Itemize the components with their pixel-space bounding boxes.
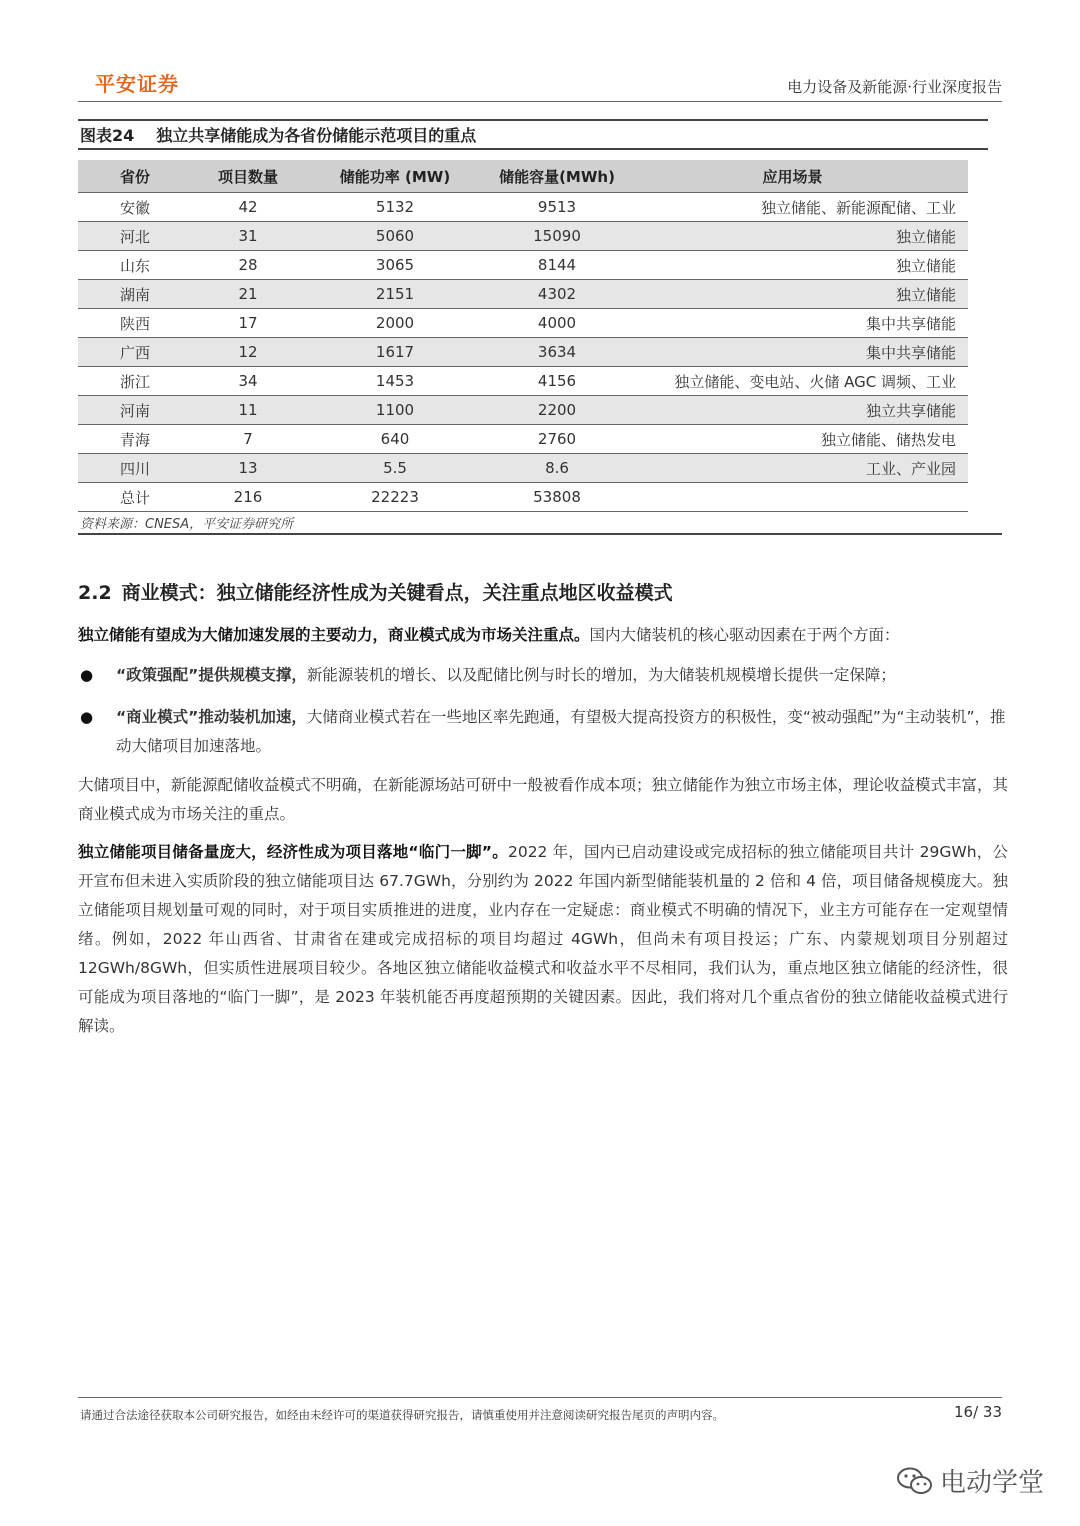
table-header-row (78, 160, 968, 193)
table-row (78, 454, 968, 483)
paragraph-1-text: 国内大储装机的核心驱动因素在于两个方面： (589, 626, 900, 644)
table-cell: 1100 (304, 396, 486, 425)
table-cell: 独立储能 (628, 280, 968, 309)
wechat-icon (896, 1466, 934, 1496)
column-header: 应用场景 (628, 160, 968, 193)
table-cell: 安徽 (78, 193, 192, 222)
column-header: 储能功率 (MW) (304, 160, 486, 193)
table-cell: 7 (192, 425, 304, 454)
header-divider (78, 101, 1002, 102)
table-cell: 河南 (78, 396, 192, 425)
table-cell: 11 (192, 396, 304, 425)
figure-number: 图表24 (80, 126, 135, 145)
figure-title-rule (78, 148, 988, 150)
table-cell: 3634 (486, 338, 628, 367)
table-cell: 22223 (304, 483, 486, 512)
table-row (78, 367, 968, 396)
table-cell: 四川 (78, 454, 192, 483)
bullet-dot-icon: ● (80, 708, 94, 726)
paragraph-2-text: 大储项目中，新能源配储收益模式不明确，在新能源场站可研中一般被看作成本项；独立储能作为独立市场主体，理论收益模式丰富，其商业模式成为市场关注的重点。 (78, 776, 1009, 823)
table-cell: 集中共享储能 (628, 309, 968, 338)
table-row (78, 309, 968, 338)
figure-caption: 独立共享储能成为各省份储能示范项目的重点 (156, 126, 477, 145)
table-cell: 12 (192, 338, 304, 367)
paragraph-3 (78, 838, 1008, 1041)
section-heading (78, 578, 673, 605)
table-cell: 2000 (304, 309, 486, 338)
table-cell: 河北 (78, 222, 192, 251)
paragraph-3-text: 2022 年，国内已启动建设或完成招标的独立储能项目共计 29GWh，公开宣布但未进入实质阶段的独立储能项目达 67.7GWh，分别约为 2022 年国内新型储能装机量的 2 倍和 4 倍，项目储备规模庞大。独立储能项目规划量可观的同时，对于项目实质推进的进度，业内存在一定疑虑：商业模式不明确的情况下，业主方可能存在一定观望情绪。例如，2022 年山西省、甘肃省在建或完成招标的项目均超过 4GWh，但尚未有项目投运；广东、内蒙规划项目分别超过 12GWh/8GWh，但实质性进展项目较少。各地区独立储能收益模式和收益水平不尽相同，我们认为，重点地区独立储能的经济性，很可能成为项目落地的“临门一脚”，是 2023 年装机能否再度超预期的关键因素。因此，我们将对几个重点省份的独立储能收益模式进行解读。 (78, 843, 1008, 1035)
report-category: 电力设备及新能源·行业深度报告 (787, 78, 1002, 96)
table-cell: 42 (192, 193, 304, 222)
table-cell: 28 (192, 251, 304, 280)
watermark (896, 1462, 1044, 1499)
brand-logo: 平安证券 (95, 72, 179, 96)
table-cell: 2151 (304, 280, 486, 309)
bullet-lead: “商业模式”推动装机加速， (116, 708, 307, 726)
paragraph-1-lead: 独立储能有望成为大储加速发展的主要动力，商业模式成为市场关注重点。 (78, 626, 590, 644)
paragraph-3-lead: 独立储能项目储备量庞大，经济性成为项目落地“临门一脚”。 (78, 843, 508, 861)
table-cell: 独立共享储能 (628, 396, 968, 425)
column-header: 项目数量 (192, 160, 304, 193)
bullet-item (78, 703, 1008, 761)
figure-source: 资料来源：CNESA，平安证券研究所 (80, 517, 294, 532)
figure-title (80, 123, 476, 146)
table-cell: 广西 (78, 338, 192, 367)
table-cell: 独立储能、储热发电 (628, 425, 968, 454)
table-cell: 8144 (486, 251, 628, 280)
table-cell: 15090 (486, 222, 628, 251)
figure-bottom-rule (78, 533, 1002, 535)
bullet-dot-icon: ● (80, 666, 94, 684)
table-cell: 5132 (304, 193, 486, 222)
table-row (78, 396, 968, 425)
table-cell: 独立储能、变电站、火储 AGC 调频、工业 (628, 367, 968, 396)
table-cell (628, 483, 968, 512)
table-cell: 独立储能 (628, 222, 968, 251)
table-cell: 2200 (486, 396, 628, 425)
table-cell: 总计 (78, 483, 192, 512)
table-cell: 216 (192, 483, 304, 512)
table-cell: 34 (192, 367, 304, 396)
table-cell: 4302 (486, 280, 628, 309)
table-row (78, 338, 968, 367)
table-cell: 独立储能、新能源配储、工业 (628, 193, 968, 222)
table-cell: 1453 (304, 367, 486, 396)
table-cell: 53808 (486, 483, 628, 512)
table-row (78, 483, 968, 512)
paragraph-2 (78, 771, 1008, 829)
table-cell: 3065 (304, 251, 486, 280)
table-cell: 2760 (486, 425, 628, 454)
bullet-lead: “政策强配”提供规模支撑， (116, 666, 307, 684)
table-cell: 31 (192, 222, 304, 251)
table-cell: 5060 (304, 222, 486, 251)
table-cell: 640 (304, 425, 486, 454)
figure-top-rule (78, 119, 988, 121)
table-cell: 集中共享储能 (628, 338, 968, 367)
table-row (78, 425, 968, 454)
table-row (78, 193, 968, 222)
paragraph-1 (78, 621, 1008, 650)
table-cell: 9513 (486, 193, 628, 222)
table-cell: 工业、产业园 (628, 454, 968, 483)
table-cell: 13 (192, 454, 304, 483)
bullet-text: 大储商业模式若在一些地区率先跑通，有望极大提高投资方的积极性，变“被动强配”为“主动装机”，推动大储项目加速落地。 (116, 708, 1006, 755)
table-cell: 独立储能 (628, 251, 968, 280)
table-row (78, 280, 968, 309)
watermark-text: 电动学堂 (939, 1468, 1044, 1498)
table-cell: 青海 (78, 425, 192, 454)
table-cell: 5.5 (304, 454, 486, 483)
bullet-text: 新能源装机的增长、以及配储比例与时长的增加，为大储装机规模增长提供一定保障； (306, 666, 896, 684)
section-number: 2.2 (78, 582, 112, 604)
table-cell: 湖南 (78, 280, 192, 309)
storage-projects-table (78, 160, 968, 512)
table-cell: 4156 (486, 367, 628, 396)
table-cell: 陕西 (78, 309, 192, 338)
column-header: 储能容量(MWh) (486, 160, 628, 193)
footer-disclaimer: 请通过合法途径获取本公司研究报告，如经由未经许可的渠道获得研究报告，请慎重使用并注意阅读研究报告尾页的声明内容。 (80, 1408, 724, 1422)
section-title: 商业模式：独立储能经济性成为关键看点，关注重点地区收益模式 (121, 582, 673, 604)
table-cell: 17 (192, 309, 304, 338)
footer-divider (78, 1397, 1002, 1398)
table-cell: 4000 (486, 309, 628, 338)
column-header: 省份 (78, 160, 192, 193)
table-row (78, 251, 968, 280)
table-row (78, 222, 968, 251)
page-number: 16/ 33 (954, 1403, 1002, 1421)
table-cell: 21 (192, 280, 304, 309)
bullet-item (78, 661, 1008, 690)
table-cell: 1617 (304, 338, 486, 367)
table-cell: 8.6 (486, 454, 628, 483)
table-cell: 山东 (78, 251, 192, 280)
table-cell: 浙江 (78, 367, 192, 396)
